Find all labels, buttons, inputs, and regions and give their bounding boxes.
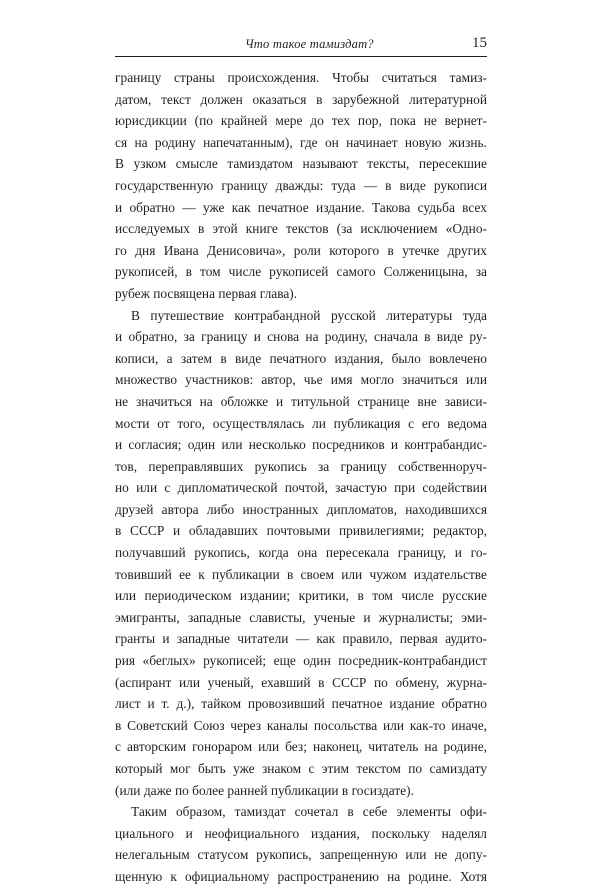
text-line: лист и т. д.), тайком провозивший печатное издание обратно	[115, 696, 487, 712]
text-line: циального и неофициального издания, поскольку наделял	[115, 825, 487, 841]
text-line: В узком смысле тамиздатом называют тексты, пересекшие	[115, 156, 487, 172]
text-line: исследуемых в этой книге текстов (за исключением «Одно-	[115, 221, 487, 237]
text-line: юрисдикции (по крайней мере до тех пор, пока не вернет-	[115, 113, 487, 129]
body-text	[115, 67, 487, 888]
running-title: Что такое тамиздат?	[245, 37, 374, 51]
text-line: или периодическом издании; критики, в том числе русские	[115, 588, 487, 604]
text-line: государственную границу дважды: туда — в виде рукописи	[115, 177, 487, 193]
text-line: рубеж посвящена первая глава).	[115, 285, 298, 301]
text-line: щенную к официальному распространению на родине. Хотя	[115, 868, 487, 884]
text-line: В путешествие контрабандной русской литературы туда	[131, 307, 487, 323]
text-line: в СССР и обладавших почтовыми привилегиями; редактор,	[115, 523, 487, 539]
text-line: не значиться на обложке и титульной странице вне зависи-	[115, 393, 487, 409]
text-line: го дня Ивана Денисовича», роли которого в утечке других	[115, 242, 487, 258]
text-line: и обратно — уже как печатное издание. Такова судьба всех	[115, 199, 487, 215]
text-line: и обратно, за границу и снова на родину, сначала в виде ру-	[115, 329, 487, 345]
text-line: тов, переправлявших рукопись за границу собственноруч-	[115, 458, 487, 474]
text-line: мости от того, осуществлялась ли публикация с его ведома	[115, 415, 487, 431]
text-line: кописи, а затем в виде печатного издания, было вовлечено	[115, 350, 487, 366]
text-line: гранты и западные читатели — как правило, первая аудито-	[115, 631, 487, 647]
text-line: друзей автора либо иностранных дипломатов, находившихся	[115, 501, 487, 517]
page-number: 15	[472, 35, 487, 51]
text-line: рукописей, в том числе рукописей самого Солженицына, за	[115, 264, 487, 280]
text-line: (или даже по более ранней публикации в госиздате).	[115, 782, 414, 798]
text-line: с авторским гонораром или без; наконец, читатель на родине,	[115, 739, 487, 755]
text-line: эмигранты, западные слависты, ученые и журналисты; эми-	[115, 609, 487, 625]
text-line: ся на родину напечатанным), где он начинает новую жизнь.	[115, 134, 487, 150]
text-line: в Советский Союз через каналы посольства или как-то иначе,	[115, 717, 487, 733]
text-line: но или с дипломатической почтой, зачастую при содействии	[115, 480, 487, 496]
text-line: товивший ее к публикации в своем или чужом издательстве	[115, 566, 487, 582]
running-header	[115, 36, 487, 57]
text-line: множество участников: автор, чье имя могло значиться или	[115, 372, 487, 388]
text-line: который мог быть уже знаком с этим текстом по самиздату	[115, 761, 487, 776]
text-line: рия «беглых» рукописей; еще один посредник-контрабандист	[115, 653, 487, 669]
text-line: (аспирант или ученый, ехавший в СССР по обмену, журна-	[115, 674, 487, 690]
text-line: границу страны происхождения. Чтобы считаться тамиз-	[115, 70, 487, 85]
text-line: получавший рукопись, когда она пересекала границу, и го-	[115, 545, 487, 561]
text-line: датом, текст должен оказаться в зарубежной литературной	[115, 91, 487, 107]
text-line: нелегальным статусом рукопись, запрещенную или не допу-	[115, 847, 487, 863]
text-line: и согласия; один или несколько посредников и контрабандис-	[115, 437, 487, 453]
text-line: Таким образом, тамиздат сочетал в себе элементы офи-	[131, 804, 487, 820]
